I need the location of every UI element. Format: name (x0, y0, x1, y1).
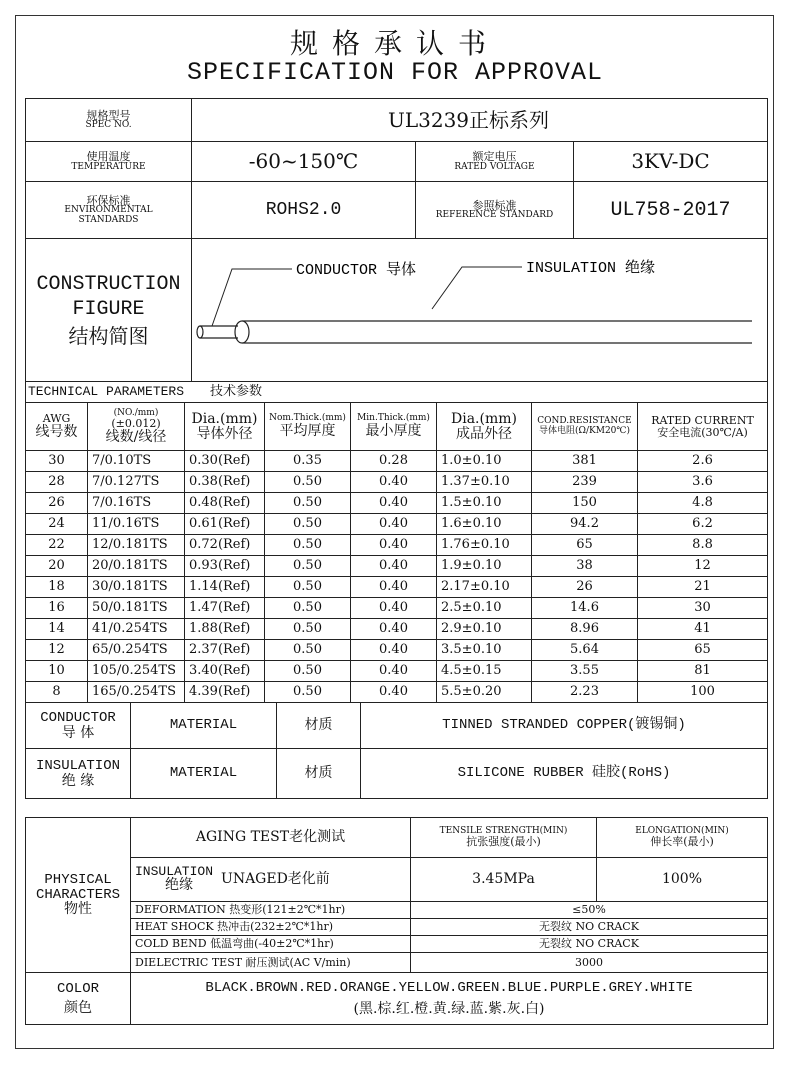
color-label-cn: 颜色 (64, 999, 92, 1016)
cell-conductor-dia: 1.47(Ref) (185, 598, 265, 619)
cell-min-thick: 0.40 (351, 514, 437, 535)
cell-current: 81 (638, 661, 768, 682)
header-dia-en: Dia.(mm) (191, 410, 258, 427)
cell-nom-thick: 0.50 (265, 619, 351, 640)
tensile-header-cell (411, 818, 597, 858)
cell-awg: 24 (26, 514, 88, 535)
physical-label-cell (26, 818, 131, 973)
header-awg-cn: 线号数 (35, 423, 78, 440)
cell-outer-dia: 1.6±0.10 (437, 514, 532, 535)
unaged-ins-cn: 绝缘 (165, 877, 193, 894)
cell-nom-thick: 0.50 (265, 472, 351, 493)
unaged-label: UNAGED老化前 (221, 871, 330, 888)
insulation-material-value: SILICONE RUBBER 硅胶(RoHS) (361, 749, 768, 799)
elong-cn: 伸长率(最小) (650, 835, 714, 849)
cell-conductor-dia: 0.38(Ref) (185, 472, 265, 493)
cell-current: 6.2 (638, 514, 768, 535)
cell-resistance: 5.64 (532, 640, 638, 661)
cell-conductor-dia: 1.14(Ref) (185, 577, 265, 598)
cell-current: 8.8 (638, 535, 768, 556)
header-min-cn: 最小厚度 (365, 422, 422, 439)
cell-outer-dia: 3.5±0.10 (437, 640, 532, 661)
physical-section (25, 817, 767, 1017)
cell-nom-thick: 0.50 (265, 577, 351, 598)
cell-min-thick: 0.40 (351, 493, 437, 514)
cell-resistance: 150 (532, 493, 638, 514)
header-strand-en2: (±0.012) (111, 417, 161, 431)
cell-strand: 30/0.181TS (88, 577, 185, 598)
cell-strand: 105/0.254TS (88, 661, 185, 682)
deformation-label: DEFORMATION 热变形(121±2℃*1hr) (131, 902, 411, 919)
elong-header-cell (597, 818, 768, 858)
deformation-value: ≤50% (411, 902, 768, 919)
insulation-leader (432, 267, 522, 309)
cell-conductor-dia: 4.39(Ref) (185, 682, 265, 703)
unaged-cell (131, 858, 411, 902)
cell-current: 3.6 (638, 472, 768, 493)
conductor-material-value: TINNED STRANDED COPPER(镀锡铜) (361, 703, 768, 749)
tensile-value: 3.45MPa (411, 858, 597, 902)
cell-awg: 14 (26, 619, 88, 640)
insulation-mat-label (26, 749, 131, 799)
conductor-outline (200, 326, 238, 338)
cell-awg: 18 (26, 577, 88, 598)
color-label-en: COLOR (56, 980, 99, 997)
cable-diagram (192, 239, 768, 381)
header-min (351, 403, 437, 451)
cell-outer-dia: 1.0±0.10 (437, 451, 532, 472)
color-value-en: BLACK.BROWN.RED.ORANGE.YELLOW.GREEN.BLUE.PURPLE.GREY.WHITE (205, 979, 693, 996)
cell-strand: 7/0.127TS (88, 472, 185, 493)
cell-current: 2.6 (638, 451, 768, 472)
voltage-label-cn: 额定电压 (472, 150, 517, 163)
cell-conductor-dia: 3.40(Ref) (185, 661, 265, 682)
elong-value: 100% (597, 858, 768, 902)
table-row (26, 577, 768, 598)
ref-value: UL758-2017 (574, 182, 768, 239)
header-nom-cn: 平均厚度 (279, 422, 336, 439)
header-dia (185, 403, 265, 451)
cell-min-thick: 0.40 (351, 661, 437, 682)
conductor-end (197, 326, 203, 338)
header-nom-en: Nom.Thick.(mm) (269, 413, 346, 424)
temp-label-en: TEMPERATURE (71, 161, 146, 172)
table-row (26, 472, 768, 493)
construction-label-en2: FIGURE (72, 297, 145, 321)
cell-current: 65 (638, 640, 768, 661)
env-value: ROHS2.0 (192, 182, 416, 239)
header-min-en: Min.Thick.(mm) (357, 413, 430, 424)
heatshock-label: HEAT SHOCK 热冲击(232±2℃*1hr) (131, 919, 411, 936)
cell-resistance: 38 (532, 556, 638, 577)
cell-outer-dia: 4.5±0.15 (437, 661, 532, 682)
insulation-material-cn: 材质 (277, 749, 361, 799)
cell-resistance: 2.23 (532, 682, 638, 703)
cell-current: 12 (638, 556, 768, 577)
aging-test-cell: AGING TEST老化测试 (131, 818, 411, 858)
cell-outer-dia: 5.5±0.20 (437, 682, 532, 703)
cell-min-thick: 0.40 (351, 619, 437, 640)
table-row (26, 493, 768, 514)
spec-no-label-cn: 规格型号 (86, 108, 131, 122)
cell-strand: 7/0.10TS (88, 451, 185, 472)
conductor-material-en: MATERIAL (131, 703, 277, 749)
cell-strand: 41/0.254TS (88, 619, 185, 640)
ref-label-en: REFERENCE STANDARD (435, 210, 554, 221)
cell-strand: 165/0.254TS (88, 682, 185, 703)
tensile-cn: 抗张强度(最小) (466, 835, 541, 849)
dielectric-label: DIELECTRIC TEST 耐压测试(AC V/min) (131, 953, 411, 973)
cell-outer-dia: 2.17±0.10 (437, 577, 532, 598)
insulation-material-en: MATERIAL (131, 749, 277, 799)
cell-nom-thick: 0.50 (265, 535, 351, 556)
cell-nom-thick: 0.50 (265, 493, 351, 514)
voltage-label (416, 142, 574, 182)
temp-label (26, 142, 192, 182)
cell-awg: 20 (26, 556, 88, 577)
physical-en1: PHYSICAL (44, 871, 112, 888)
cell-strand: 20/0.181TS (88, 556, 185, 577)
header-od-cn: 成品外径 (456, 425, 512, 442)
ref-label-cn: 参照标准 (472, 198, 517, 212)
cell-min-thick: 0.40 (351, 556, 437, 577)
cell-strand: 7/0.16TS (88, 493, 185, 514)
table-row (26, 661, 768, 682)
color-value (131, 973, 768, 1025)
dielectric-value: 3000 (411, 953, 768, 973)
env-label (26, 182, 192, 239)
cell-outer-dia: 1.37±0.10 (437, 472, 532, 493)
cell-resistance: 14.6 (532, 598, 638, 619)
parameters-title-en: TECHNICAL PARAMETERS (28, 384, 185, 400)
table-row (26, 640, 768, 661)
header-awg (26, 403, 88, 451)
conductor-label: CONDUCTOR 导体 (296, 262, 417, 279)
cell-outer-dia: 1.76±0.10 (437, 535, 532, 556)
cell-min-thick: 0.40 (351, 577, 437, 598)
header-res (532, 403, 638, 451)
env-label-en1: ENVIRONMENTAL (64, 205, 153, 216)
temp-value: -60~150℃ (192, 142, 416, 182)
insulation-mat-en: INSULATION (35, 757, 120, 774)
spec-no-label (26, 99, 192, 142)
cell-current: 4.8 (638, 493, 768, 514)
title-en: SPECIFICATION FOR APPROVAL (186, 58, 604, 87)
cell-current: 41 (638, 619, 768, 640)
cell-awg: 8 (26, 682, 88, 703)
header-nom (265, 403, 351, 451)
cell-min-thick: 0.28 (351, 451, 437, 472)
cell-nom-thick: 0.50 (265, 682, 351, 703)
cell-conductor-dia: 0.48(Ref) (185, 493, 265, 514)
insulation-end (235, 321, 249, 343)
table-row (26, 451, 768, 472)
header-res-cn: 导体电阻(Ω/KM20℃) (539, 425, 630, 436)
header-dia-cn: 导体外径 (196, 425, 253, 442)
ref-label (416, 182, 574, 239)
spec-sheet (25, 98, 767, 799)
cell-outer-dia: 1.5±0.10 (437, 493, 532, 514)
voltage-value: 3KV-DC (574, 142, 768, 182)
header-strand-en1: (NO./mm) (113, 407, 159, 418)
cell-awg: 10 (26, 661, 88, 682)
conductor-mat-cn: 导 体 (61, 724, 95, 741)
header-cur (638, 403, 768, 451)
cell-conductor-dia: 1.88(Ref) (185, 619, 265, 640)
parameters-title (26, 382, 768, 403)
conductor-leader (212, 269, 292, 326)
cell-nom-thick: 0.35 (265, 451, 351, 472)
color-value-cn: (黑.棕.红.橙.黄.绿.蓝.紫.灰.白) (353, 1000, 545, 1017)
conductor-mat-label (26, 703, 131, 749)
construction-label (26, 239, 192, 382)
materials-table (25, 702, 768, 799)
header-cur-en: RATED CURRENT (651, 413, 754, 427)
cell-nom-thick: 0.50 (265, 640, 351, 661)
color-table (25, 972, 768, 1025)
physical-detail-table (25, 817, 768, 973)
cell-nom-thick: 0.50 (265, 598, 351, 619)
cell-nom-thick: 0.50 (265, 556, 351, 577)
cell-current: 30 (638, 598, 768, 619)
physical-en2: CHARACTERS (35, 886, 120, 903)
physical-cn: 物性 (64, 901, 92, 918)
title-cn: 规格承认书 (289, 27, 500, 60)
cell-conductor-dia: 0.93(Ref) (185, 556, 265, 577)
cell-min-thick: 0.40 (351, 598, 437, 619)
cell-min-thick: 0.40 (351, 682, 437, 703)
header-awg-en: AWG (42, 412, 71, 426)
cell-outer-dia: 2.9±0.10 (437, 619, 532, 640)
cell-min-thick: 0.40 (351, 640, 437, 661)
table-row (26, 514, 768, 535)
color-label (26, 973, 131, 1025)
table-row (26, 598, 768, 619)
spec-table (25, 98, 768, 382)
cell-nom-thick: 0.50 (265, 661, 351, 682)
table-row (26, 556, 768, 577)
cell-resistance: 94.2 (532, 514, 638, 535)
cell-conductor-dia: 0.61(Ref) (185, 514, 265, 535)
construction-label-cn: 结构简图 (68, 323, 149, 348)
cell-conductor-dia: 0.72(Ref) (185, 535, 265, 556)
cell-min-thick: 0.40 (351, 472, 437, 493)
construction-label-en1: CONSTRUCTION (36, 272, 181, 296)
cell-resistance: 381 (532, 451, 638, 472)
cell-awg: 26 (26, 493, 88, 514)
header-strand (88, 403, 185, 451)
conductor-material-cn: 材质 (277, 703, 361, 749)
cell-current: 21 (638, 577, 768, 598)
cell-resistance: 8.96 (532, 619, 638, 640)
cell-strand: 65/0.254TS (88, 640, 185, 661)
cell-resistance: 239 (532, 472, 638, 493)
cell-awg: 12 (26, 640, 88, 661)
cell-awg: 28 (26, 472, 88, 493)
cell-awg: 16 (26, 598, 88, 619)
cell-awg: 30 (26, 451, 88, 472)
temp-label-cn: 使用温度 (86, 150, 131, 163)
tensile-en: TENSILE STRENGTH(MIN) (439, 826, 568, 836)
cell-nom-thick: 0.50 (265, 514, 351, 535)
cell-awg: 22 (26, 535, 88, 556)
cell-min-thick: 0.40 (351, 535, 437, 556)
coldbend-label: COLD BEND 低温弯曲(-40±2℃*1hr) (131, 936, 411, 953)
conductor-mat-en: CONDUCTOR (40, 709, 116, 726)
parameters-rows (26, 451, 768, 703)
insulation-label: INSULATION 绝缘 (526, 260, 656, 277)
cell-strand: 12/0.181TS (88, 535, 185, 556)
table-row (26, 619, 768, 640)
cell-resistance: 26 (532, 577, 638, 598)
header-od-en: Dia.(mm) (451, 410, 517, 427)
header-strand-cn: 线数/线径 (105, 428, 167, 445)
cell-conductor-dia: 0.30(Ref) (185, 451, 265, 472)
spec-no-label-en: SPEC NO. (85, 120, 132, 131)
table-row (26, 682, 768, 703)
cell-outer-dia: 2.5±0.10 (437, 598, 532, 619)
cell-outer-dia: 1.9±0.10 (437, 556, 532, 577)
insulation-outline (242, 321, 752, 343)
spec-no-value: UL3239正标系列 (192, 99, 768, 142)
voltage-label-en: RATED VOLTAGE (454, 161, 535, 172)
elong-en: ELONGATION(MIN) (635, 826, 729, 836)
header-od (437, 403, 532, 451)
heatshock-value: 无裂纹 NO CRACK (411, 919, 768, 936)
cell-current: 100 (638, 682, 768, 703)
cell-conductor-dia: 2.37(Ref) (185, 640, 265, 661)
coldbend-value: 无裂纹 NO CRACK (411, 936, 768, 953)
parameters-table (25, 381, 768, 703)
env-label-cn: 环保标准 (86, 193, 131, 207)
unaged-ins-en: INSULATION (135, 864, 214, 880)
construction-figure (192, 239, 768, 382)
table-row (26, 535, 768, 556)
env-label-en2: STANDARDS (78, 214, 139, 225)
cell-strand: 11/0.16TS (88, 514, 185, 535)
insulation-mat-cn: 绝 缘 (61, 772, 95, 789)
cell-strand: 50/0.181TS (88, 598, 185, 619)
header-cur-cn: 安全电流(30℃/A) (657, 425, 748, 439)
parameters-title-cn: 技术参数 (210, 384, 263, 400)
cell-resistance: 3.55 (532, 661, 638, 682)
header-res-en: COND.RESISTANCE (537, 416, 632, 427)
cell-resistance: 65 (532, 535, 638, 556)
